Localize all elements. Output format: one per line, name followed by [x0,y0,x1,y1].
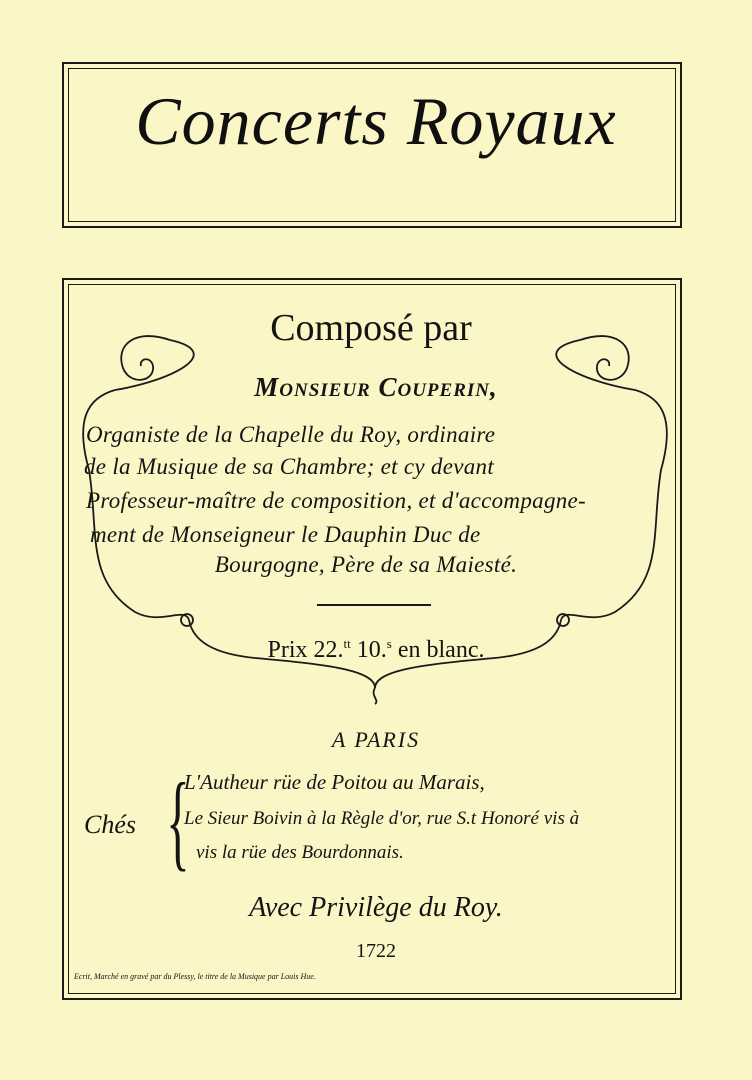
description-line: Professeur-maître de composition, et d'accompagne- [86,488,587,513]
chez-label: Chés [84,810,136,839]
price [0,636,752,664]
year: 1722 [356,940,396,962]
city-label: A PARIS [331,727,421,752]
price-prefix: Prix 22. [267,637,344,663]
price-livres-mark: tt [343,636,351,651]
description-line: Organiste de la Chapelle du Roy, ordinaire [86,422,496,447]
composed-by-label: Composé par [270,307,472,349]
price-sols-mark: s [386,636,392,651]
description-line: de la Musique de sa Chambre; et cy devant [84,454,495,479]
brace-icon: { [166,762,190,881]
page-title: Concerts Royaux [135,83,617,159]
engraver-footnote: Ecrit, Marché en gravé par du Plessy, le titre de la Musique par Louis Hue. [74,972,316,981]
composer-name: Monsieur Couperin, [254,372,498,402]
price-suffix: en blanc. [391,637,485,663]
address-line: vis la rüe des Bourdonnais. [196,842,404,863]
description-line: ment de Monseigneur le Dauphin Duc de [90,522,481,547]
privilege-line: Avec Privilège du Roy. [249,892,503,923]
description-line: Bourgogne, Père de sa Maiesté. [214,552,518,577]
price-mid: 10. [350,637,387,663]
divider [317,604,431,606]
address-line: L'Autheur rüe de Poitou au Marais, [184,770,485,794]
address-line: Le Sieur Boivin à la Règle d'or, rue S.t Honoré vis à [184,808,580,829]
